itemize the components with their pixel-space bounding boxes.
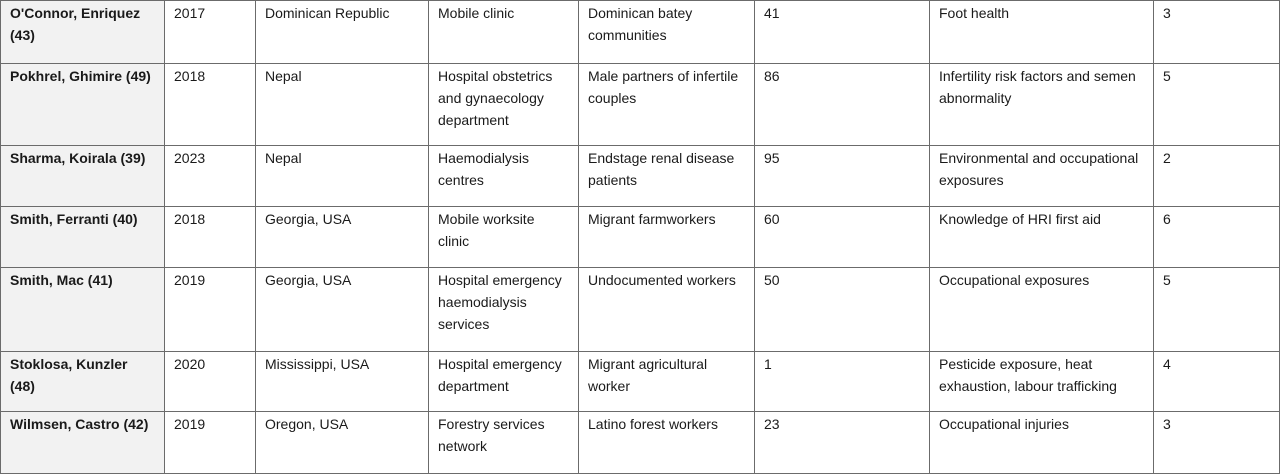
year-cell: 2020 xyxy=(165,352,256,412)
author-cell: Smith, Mac (41) xyxy=(1,268,165,352)
year-cell: 2023 xyxy=(165,146,256,207)
population-cell: Endstage renal disease patients xyxy=(579,146,755,207)
score-cell: 5 xyxy=(1154,268,1280,352)
author-cell: Wilmsen, Castro (42) xyxy=(1,412,165,474)
table-row xyxy=(1,207,1280,268)
focus-cell: Occupational exposures xyxy=(930,268,1154,352)
score-cell: 6 xyxy=(1154,207,1280,268)
author-cell: Pokhrel, Ghimire (49) xyxy=(1,64,165,146)
table-row xyxy=(1,412,1280,474)
sample-size-cell: 1 xyxy=(755,352,930,412)
table-row xyxy=(1,268,1280,352)
sample-size-cell: 50 xyxy=(755,268,930,352)
location-cell: Georgia, USA xyxy=(256,207,429,268)
focus-cell: Occupational injuries xyxy=(930,412,1154,474)
table-row xyxy=(1,64,1280,146)
score-cell: 3 xyxy=(1154,412,1280,474)
location-cell: Oregon, USA xyxy=(256,412,429,474)
population-cell: Dominican batey communities xyxy=(579,1,755,64)
setting-cell: Haemodialysis centres xyxy=(429,146,579,207)
population-cell: Migrant agricultural worker xyxy=(579,352,755,412)
table-row xyxy=(1,1,1280,64)
setting-cell: Mobile clinic xyxy=(429,1,579,64)
table-row xyxy=(1,146,1280,207)
location-cell: Nepal xyxy=(256,64,429,146)
location-cell: Nepal xyxy=(256,146,429,207)
author-cell: Sharma, Koirala (39) xyxy=(1,146,165,207)
setting-cell: Forestry services network xyxy=(429,412,579,474)
author-cell: O'Connor, Enriquez (43) xyxy=(1,1,165,64)
setting-cell: Mobile worksite clinic xyxy=(429,207,579,268)
location-cell: Mississippi, USA xyxy=(256,352,429,412)
population-cell: Undocumented workers xyxy=(579,268,755,352)
table-row xyxy=(1,352,1280,412)
year-cell: 2017 xyxy=(165,1,256,64)
focus-cell: Foot health xyxy=(930,1,1154,64)
population-cell: Latino forest workers xyxy=(579,412,755,474)
sample-size-cell: 60 xyxy=(755,207,930,268)
score-cell: 4 xyxy=(1154,352,1280,412)
focus-cell: Environmental and occupational exposures xyxy=(930,146,1154,207)
sample-size-cell: 23 xyxy=(755,412,930,474)
score-cell: 5 xyxy=(1154,64,1280,146)
focus-cell: Knowledge of HRI first aid xyxy=(930,207,1154,268)
focus-cell: Pesticide exposure, heat exhaustion, labour trafficking xyxy=(930,352,1154,412)
location-cell: Dominican Republic xyxy=(256,1,429,64)
author-cell: Stoklosa, Kunzler (48) xyxy=(1,352,165,412)
year-cell: 2019 xyxy=(165,268,256,352)
score-cell: 3 xyxy=(1154,1,1280,64)
focus-cell: Infertility risk factors and semen abnormality xyxy=(930,64,1154,146)
population-cell: Migrant farmworkers xyxy=(579,207,755,268)
score-cell: 2 xyxy=(1154,146,1280,207)
sample-size-cell: 95 xyxy=(755,146,930,207)
author-cell: Smith, Ferranti (40) xyxy=(1,207,165,268)
population-cell: Male partners of infertile couples xyxy=(579,64,755,146)
year-cell: 2018 xyxy=(165,64,256,146)
setting-cell: Hospital emergency department xyxy=(429,352,579,412)
setting-cell: Hospital obstetrics and gynaecology department xyxy=(429,64,579,146)
year-cell: 2018 xyxy=(165,207,256,268)
year-cell: 2019 xyxy=(165,412,256,474)
location-cell: Georgia, USA xyxy=(256,268,429,352)
sample-size-cell: 86 xyxy=(755,64,930,146)
setting-cell: Hospital emergency haemodialysis services xyxy=(429,268,579,352)
sample-size-cell: 41 xyxy=(755,1,930,64)
